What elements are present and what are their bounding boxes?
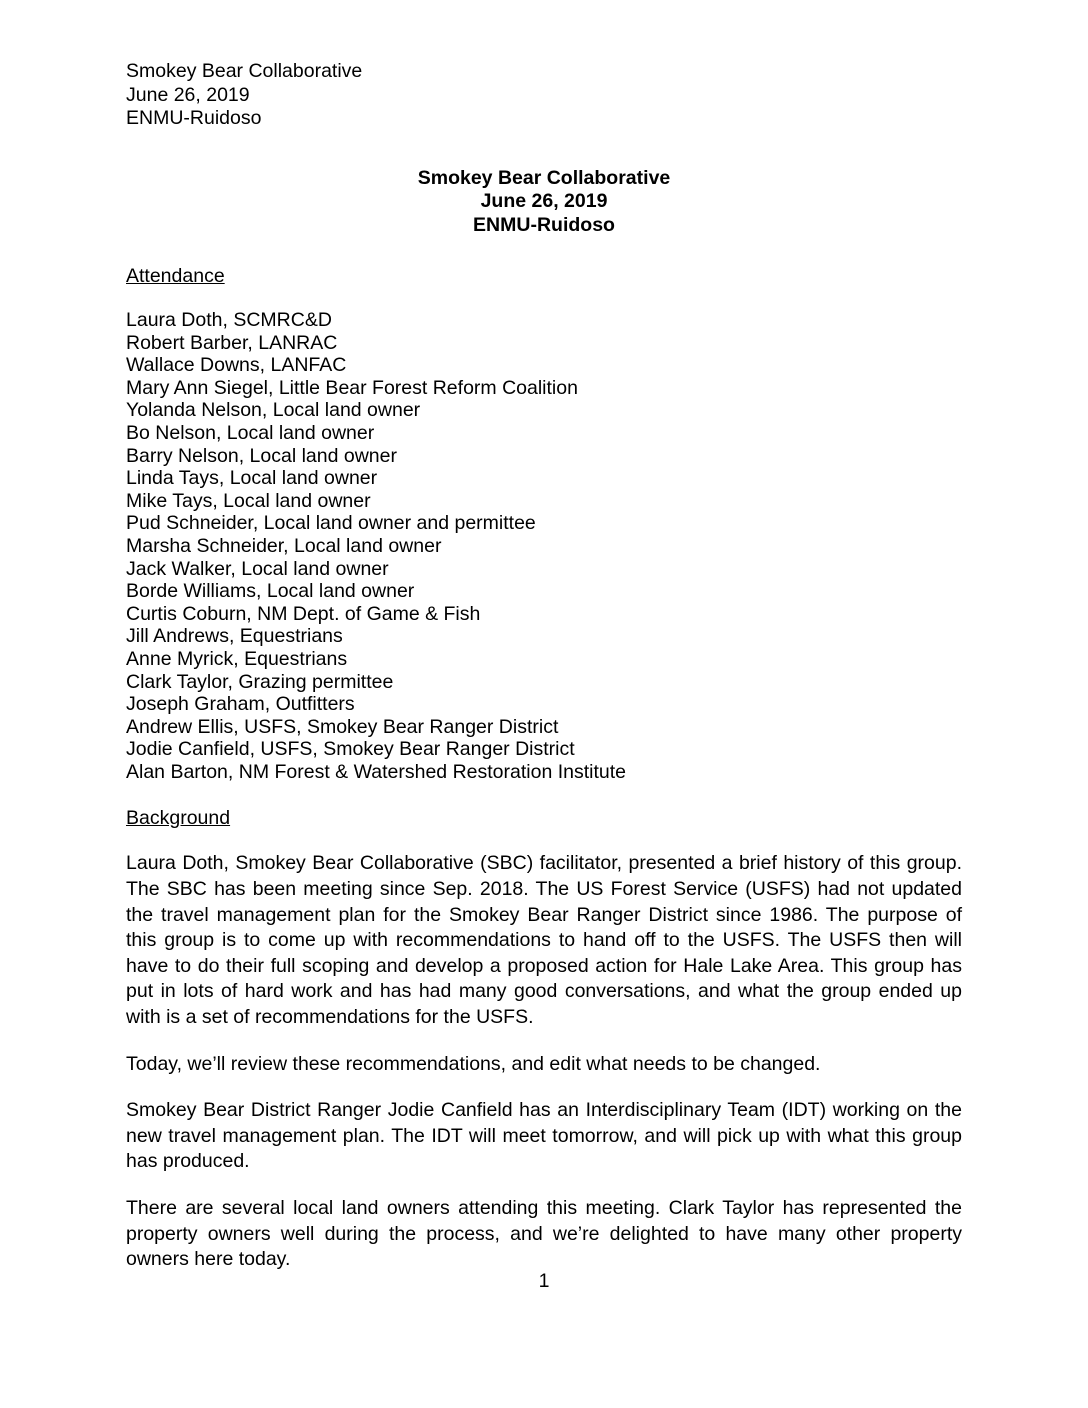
list-item: Borde Williams, Local land owner xyxy=(126,580,415,603)
header-line-3: ENMU-Ruidoso xyxy=(126,107,262,129)
background-paragraph-2: Today, we’ll review these recommendations, and edit what needs to be changed. xyxy=(126,1052,821,1075)
list-item: Robert Barber, LANRAC xyxy=(126,331,338,354)
list-item: Jodie Canfield, USFS, Smokey Bear Ranger District xyxy=(126,738,575,761)
background-heading: Background xyxy=(126,807,231,830)
page-number: 1 xyxy=(538,1270,550,1292)
list-item: Barry Nelson, Local land owner xyxy=(126,444,397,467)
list-item: Bo Nelson, Local land owner xyxy=(126,421,375,444)
attendance-list xyxy=(126,309,962,783)
header-line-2: June 26, 2019 xyxy=(126,83,250,106)
list-item: Mary Ann Siegel, Little Bear Forest Reform Coalition xyxy=(126,376,578,399)
header-line-1: Smokey Bear Collaborative xyxy=(126,60,363,82)
list-item: Mike Tays, Local land owner xyxy=(126,489,371,512)
list-item: Marsha Schneider, Local land owner xyxy=(126,534,442,557)
title-line-3: ENMU-Ruidoso xyxy=(473,213,615,236)
list-item: Curtis Coburn, NM Dept. of Game & Fish xyxy=(126,602,481,625)
document-header xyxy=(126,60,962,131)
list-item: Joseph Graham, Outfitters xyxy=(126,693,355,716)
title-line-1: Smokey Bear Collaborative xyxy=(417,166,671,189)
list-item: Wallace Downs, LANFAC xyxy=(126,354,347,377)
list-item: Yolanda Nelson, Local land owner xyxy=(126,399,421,422)
background-paragraph-4: There are several local land owners attending this meeting. Clark Taylor has represented the property owners well during the process, and we’re delighted to have many other property owners here today. xyxy=(126,1197,962,1271)
list-item: Andrew Ellis, USFS, Smokey Bear Ranger District xyxy=(126,715,559,738)
list-item: Pud Schneider, Local land owner and permittee xyxy=(126,512,536,535)
background-paragraph-1: Laura Doth, Smokey Bear Collaborative (SBC) facilitator, presented a brief history of this group. The SBC has been meeting since Sep. 2018. The US Forest Service (USFS) had not updated the travel management plan for the Smokey Bear Ranger District since 1986. The purpose of this group is to come up with recommendations to hand off to the USFS. The USFS then will have to do their full scoping and develop a proposed action for Hale Lake Area. This group has put in lots of hard work and has had many good conversations, and what the group ended up with is a set of recommendations for the USFS. xyxy=(126,852,962,1029)
document-title xyxy=(126,167,962,238)
list-item: Anne Myrick, Equestrians xyxy=(126,647,348,670)
list-item: Clark Taylor, Grazing permittee xyxy=(126,670,394,693)
list-item: Jack Walker, Local land owner xyxy=(126,557,389,580)
list-item: Linda Tays, Local land owner xyxy=(126,467,378,490)
attendance-heading: Attendance xyxy=(126,265,225,287)
list-item: Alan Barton, NM Forest & Watershed Restoration Institute xyxy=(126,760,626,783)
list-item: Laura Doth, SCMRC&D xyxy=(126,309,332,331)
document-body xyxy=(126,60,962,1273)
title-line-2: June 26, 2019 xyxy=(480,190,608,212)
background-paragraph-3: Smokey Bear District Ranger Jodie Canfield has an Interdisciplinary Team (IDT) working on the new travel management plan. The IDT will meet tomorrow, and will pick up with what this group has produced. xyxy=(126,1099,962,1173)
list-item: Jill Andrews, Equestrians xyxy=(126,625,343,648)
